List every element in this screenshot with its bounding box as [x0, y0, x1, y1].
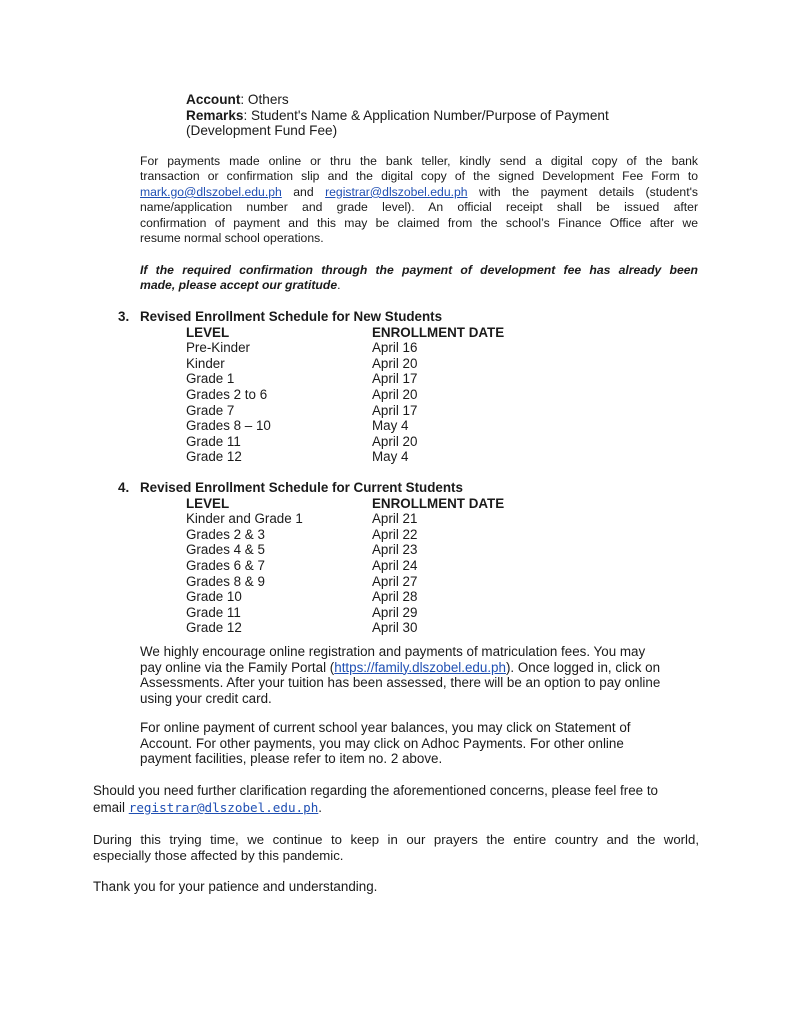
date-cell: May 4 [372, 449, 409, 465]
current-students-table [186, 496, 578, 636]
registrar-email-link[interactable]: registrar@dlszobel.edu.ph [128, 800, 319, 815]
level-cell: Pre-Kinder [186, 340, 251, 356]
date-cell: April 30 [372, 620, 418, 636]
date-cell: April 21 [372, 511, 418, 527]
online-line-2-b: ). Once logged in, click on [505, 659, 661, 675]
confirmation-line-2: transaction or confirmation slip and the digital copy of the signed Development Fee Form to [140, 169, 698, 184]
level-cell: Kinder and Grade 1 [186, 511, 303, 527]
level-cell: Kinder [186, 355, 225, 371]
closing-line: Thank you for your patience and understanding. [93, 879, 378, 894]
balances-paragraph [140, 720, 700, 767]
gratitude-paragraph [140, 263, 698, 294]
section-4-heading [118, 480, 578, 496]
prayers-line-1: During this trying time, we continue to keep in our prayers the entire country and the world, [93, 832, 699, 847]
confirmation-line-6: resume normal school operations. [140, 231, 324, 246]
table-row [186, 371, 578, 387]
gratitude-period: . [337, 278, 341, 293]
confirmation-line-5: confirmation of payment and this may be claimed from the school’s Finance Office after we [140, 215, 698, 230]
table-row [186, 589, 578, 605]
date-cell: April 20 [372, 433, 418, 449]
table-header [186, 496, 578, 512]
date-cell: April 22 [372, 526, 418, 542]
date-cell: April 17 [372, 371, 418, 387]
table-row [186, 356, 578, 372]
table-row [186, 574, 578, 590]
section-3-number: 3. [118, 309, 130, 324]
online-line-4: using your credit card. [140, 690, 272, 706]
level-cell: Grade 7 [186, 402, 235, 418]
confirmation-line-1: For payments made online or thru the bank teller, kindly send a digital copy of the bank [140, 154, 698, 168]
new-students-table [186, 325, 578, 465]
account-value: : Others [240, 92, 289, 107]
gratitude-line-2 [140, 278, 698, 293]
online-registration-paragraph [140, 644, 700, 706]
level-cell: Grade 1 [186, 371, 235, 387]
clarification-paragraph [93, 782, 699, 816]
prayers-line-2: especially those affected by this pandemic. [93, 847, 344, 863]
clarification-line-2-a: email [93, 800, 129, 815]
column-header-level: LEVEL [186, 495, 230, 511]
confirmation-line-4: name/application number and grade level). An official receipt shall be issued after [140, 200, 698, 215]
date-cell: April 20 [372, 386, 418, 402]
table-header [186, 325, 578, 341]
table-row [186, 605, 578, 621]
account-details [186, 92, 646, 139]
online-line-1: We highly encourage online registration and payments of matriculation fees. You may [140, 644, 646, 659]
confirmation-paragraph [140, 154, 698, 246]
date-cell: April 23 [372, 542, 418, 558]
balances-line-2: Account. For other payments, you may click on Adhoc Payments. For other online [140, 735, 624, 751]
date-cell: April 28 [372, 589, 418, 605]
remarks-label: Remarks [186, 107, 244, 123]
table-row [186, 542, 578, 558]
date-cell: April 27 [372, 573, 418, 589]
remarks-value-continued: (Development Fund Fee) [186, 123, 338, 139]
date-cell: April 17 [372, 402, 418, 418]
date-cell: April 16 [372, 340, 418, 356]
column-header-date: ENROLLMENT DATE [372, 324, 505, 340]
date-cell: April 24 [372, 557, 418, 573]
level-cell: Grade 11 [186, 433, 241, 449]
prayers-paragraph [93, 832, 699, 863]
section-4-title: Revised Enrollment Schedule for Current Students [140, 480, 463, 495]
date-cell: April 29 [372, 604, 418, 620]
section-current-students [118, 480, 578, 636]
section-3-title: Revised Enrollment Schedule for New Students [140, 309, 443, 324]
level-cell: Grade 11 [186, 604, 241, 620]
closing-paragraph [93, 879, 699, 895]
registrar-email-link[interactable]: registrar@dlszobel.edu.ph [325, 184, 468, 199]
online-line-2-a: pay online via the Family Portal ( [140, 659, 335, 675]
level-cell: Grades 2 to 6 [186, 386, 268, 402]
table-row [186, 558, 578, 574]
balances-line-1: For online payment of current school year balances, you may click on Statement of [140, 720, 631, 735]
section-4-number: 4. [118, 480, 130, 495]
online-line-2 [140, 660, 700, 676]
table-row [186, 620, 578, 636]
section-new-students [118, 309, 578, 465]
table-row [186, 511, 578, 527]
clarification-line-2 [93, 799, 699, 816]
date-cell: May 4 [372, 418, 409, 434]
family-portal-link[interactable]: https://family.dlszobel.edu.ph [334, 659, 506, 675]
level-cell: Grade 10 [186, 589, 242, 605]
gratitude-line-2-text: made, please accept our gratitude [140, 278, 338, 293]
and-text: and [281, 184, 326, 199]
table-row [186, 387, 578, 403]
table-row [186, 418, 578, 434]
column-header-level: LEVEL [186, 324, 230, 340]
level-cell: Grades 4 & 5 [186, 542, 265, 558]
gratitude-line-1: If the required confirmation through the payment of development fee has already been [140, 263, 698, 277]
table-row [186, 434, 578, 450]
finance-email-link[interactable]: mark.go@dlszobel.edu.ph [140, 184, 282, 199]
online-line-3: Assessments. After your tuition has been assessed, there will be an option to pay online [140, 675, 661, 691]
table-row [186, 403, 578, 419]
date-cell: April 20 [372, 355, 418, 371]
table-row [186, 527, 578, 543]
section-3-heading [118, 309, 578, 325]
clarification-line-1: Should you need further clarification regarding the aforementioned concerns, please feel free to [93, 783, 658, 798]
level-cell: Grades 8 – 10 [186, 418, 271, 434]
level-cell: Grades 8 & 9 [186, 573, 265, 589]
confirmation-line-3-rest: with the payment details (student's [467, 184, 699, 199]
clarification-period: . [318, 800, 323, 815]
account-label: Account [186, 92, 241, 107]
level-cell: Grades 6 & 7 [186, 557, 265, 573]
column-header-date: ENROLLMENT DATE [372, 495, 505, 511]
level-cell: Grades 2 & 3 [186, 526, 265, 542]
balances-line-3: payment facilities, please refer to item no. 2 above. [140, 751, 443, 767]
remarks-value: : Student's Name & Application Number/Purpose of Payment [243, 107, 609, 123]
confirmation-line-3 [140, 185, 698, 200]
table-row [186, 340, 578, 356]
table-row [186, 449, 578, 465]
level-cell: Grade 12 [186, 449, 242, 465]
level-cell: Grade 12 [186, 620, 242, 636]
